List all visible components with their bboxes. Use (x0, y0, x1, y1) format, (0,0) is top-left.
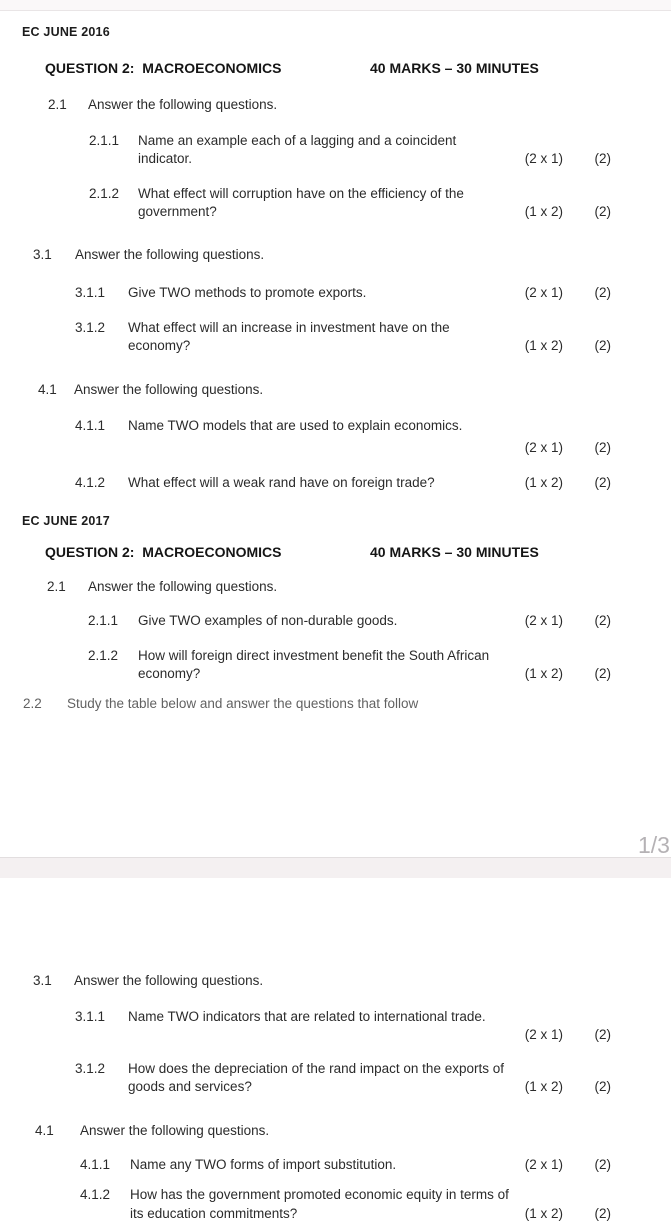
question-heading: QUESTION 2: MACROECONOMICS (45, 544, 282, 560)
question-text: government? (138, 204, 217, 219)
exam-source-label: EC JUNE 2017 (22, 514, 110, 528)
section-row (0, 381, 671, 398)
question-number: 2.1.1 (89, 133, 120, 148)
mark-allocation: (1 x 2) (524, 1206, 563, 1221)
question-line (0, 1026, 671, 1043)
question-number: 4.1.2 (80, 1187, 111, 1202)
question-line (0, 439, 671, 456)
question-line-truncated (0, 695, 671, 712)
question-text: How will foreign direct investment benefit the South African (138, 648, 490, 663)
question-line (0, 319, 671, 336)
section-number: 3.1 (33, 973, 52, 988)
marks-time-heading: 40 MARKS – 30 MINUTES (370, 60, 539, 76)
mark-allocation: (2 x 1) (524, 440, 563, 455)
section-number: 3.1 (33, 247, 52, 262)
question-number: 4.1.1 (75, 418, 106, 433)
question-line (0, 665, 671, 682)
question-text: Name TWO models that are used to explain economics. (128, 418, 463, 433)
document-page-2 (0, 878, 671, 1232)
marks: (2) (594, 1027, 611, 1042)
question-number: 2.2 (23, 696, 42, 711)
document-page-1 (0, 11, 671, 858)
question-number: 2.1.1 (88, 613, 119, 628)
question-line (0, 1078, 671, 1095)
question-heading-row (0, 544, 671, 561)
question-line (0, 1060, 671, 1077)
section-intro: Answer the following questions. (74, 973, 264, 988)
section-row (0, 1122, 671, 1139)
marks: (2) (594, 1206, 611, 1221)
question-line (0, 417, 671, 434)
question-number: 4.1.2 (75, 475, 106, 490)
section-intro: Answer the following questions. (88, 97, 278, 112)
section-row (0, 96, 671, 113)
section-intro: Answer the following questions. (88, 579, 278, 594)
question-number: 3.1.1 (75, 1009, 106, 1024)
question-line (0, 284, 671, 301)
mark-allocation: (2 x 1) (524, 151, 563, 166)
question-number: 2.1.2 (89, 186, 120, 201)
question-text: indicator. (138, 151, 193, 166)
question-text: economy? (138, 666, 201, 681)
section-number: 4.1 (35, 1123, 54, 1138)
mark-allocation: (2 x 1) (524, 285, 563, 300)
question-line (0, 185, 671, 202)
marks: (2) (594, 475, 611, 490)
question-heading-row (0, 60, 671, 77)
question-text: goods and services? (128, 1079, 252, 1094)
question-text: Name any TWO forms of import substitution. (130, 1157, 397, 1172)
page-indicator: 1/3 (638, 832, 670, 858)
marks: (2) (594, 666, 611, 681)
exam-source-row (0, 513, 671, 530)
mark-allocation: (2 x 1) (524, 613, 563, 628)
marks: (2) (594, 613, 611, 628)
question-number: 4.1.1 (80, 1157, 111, 1172)
question-line (0, 1186, 671, 1203)
section-number: 2.1 (47, 579, 66, 594)
section-intro: Answer the following questions. (80, 1123, 270, 1138)
question-line (0, 132, 671, 149)
previous-page-edge (0, 0, 671, 11)
question-text: its education commitments? (130, 1206, 298, 1221)
mark-allocation: (2 x 1) (524, 1157, 563, 1172)
marks-time-heading: 40 MARKS – 30 MINUTES (370, 544, 539, 560)
question-number: 2.1.2 (88, 648, 119, 663)
question-number: 3.1.2 (75, 1061, 106, 1076)
question-number: 3.1.1 (75, 285, 106, 300)
mark-allocation: (2 x 1) (524, 1027, 563, 1042)
section-intro: Answer the following questions. (74, 382, 264, 397)
question-text: Name TWO indicators that are related to international trade. (128, 1009, 486, 1024)
question-text: What effect will an increase in investment have on the (128, 320, 450, 335)
question-number: 3.1.2 (75, 320, 106, 335)
question-line (0, 612, 671, 629)
question-heading: QUESTION 2: MACROECONOMICS (45, 60, 282, 76)
question-line (0, 474, 671, 491)
marks: (2) (594, 440, 611, 455)
section-row (0, 246, 671, 263)
section-row (0, 578, 671, 595)
marks: (2) (594, 1079, 611, 1094)
marks: (2) (594, 285, 611, 300)
section-row (0, 972, 671, 989)
section-number: 4.1 (38, 382, 57, 397)
question-text: economy? (128, 338, 191, 353)
question-line (0, 337, 671, 354)
question-text: How has the government promoted economic equity in terms of (130, 1187, 509, 1202)
marks: (2) (594, 204, 611, 219)
marks: (2) (594, 151, 611, 166)
truncated-line-clip (0, 695, 671, 711)
mark-allocation: (1 x 2) (524, 1079, 563, 1094)
question-line (0, 1156, 671, 1173)
question-line (0, 150, 671, 167)
exam-source-row (0, 24, 671, 41)
mark-allocation: (1 x 2) (524, 338, 563, 353)
question-line (0, 647, 671, 664)
question-text: Give TWO examples of non-durable goods. (138, 613, 398, 628)
section-number: 2.1 (48, 97, 67, 112)
question-line (0, 1205, 671, 1222)
section-intro: Answer the following questions. (75, 247, 265, 262)
question-line (0, 203, 671, 220)
question-text: What effect will a weak rand have on foreign trade? (128, 475, 435, 490)
marks: (2) (594, 1157, 611, 1172)
question-text: How does the depreciation of the rand impact on the exports of (128, 1061, 504, 1076)
question-text: Name an example each of a lagging and a coincident (138, 133, 457, 148)
mark-allocation: (1 x 2) (524, 666, 563, 681)
question-text: Give TWO methods to promote exports. (128, 285, 367, 300)
question-line (0, 1008, 671, 1025)
exam-source-label: EC JUNE 2016 (22, 25, 110, 39)
question-text: What effect will corruption have on the efficiency of the (138, 186, 464, 201)
marks: (2) (594, 338, 611, 353)
mark-allocation: (1 x 2) (524, 204, 563, 219)
question-text: Study the table below and answer the questions that follow (67, 696, 419, 711)
page-gap (0, 858, 671, 878)
mark-allocation: (1 x 2) (524, 475, 563, 490)
